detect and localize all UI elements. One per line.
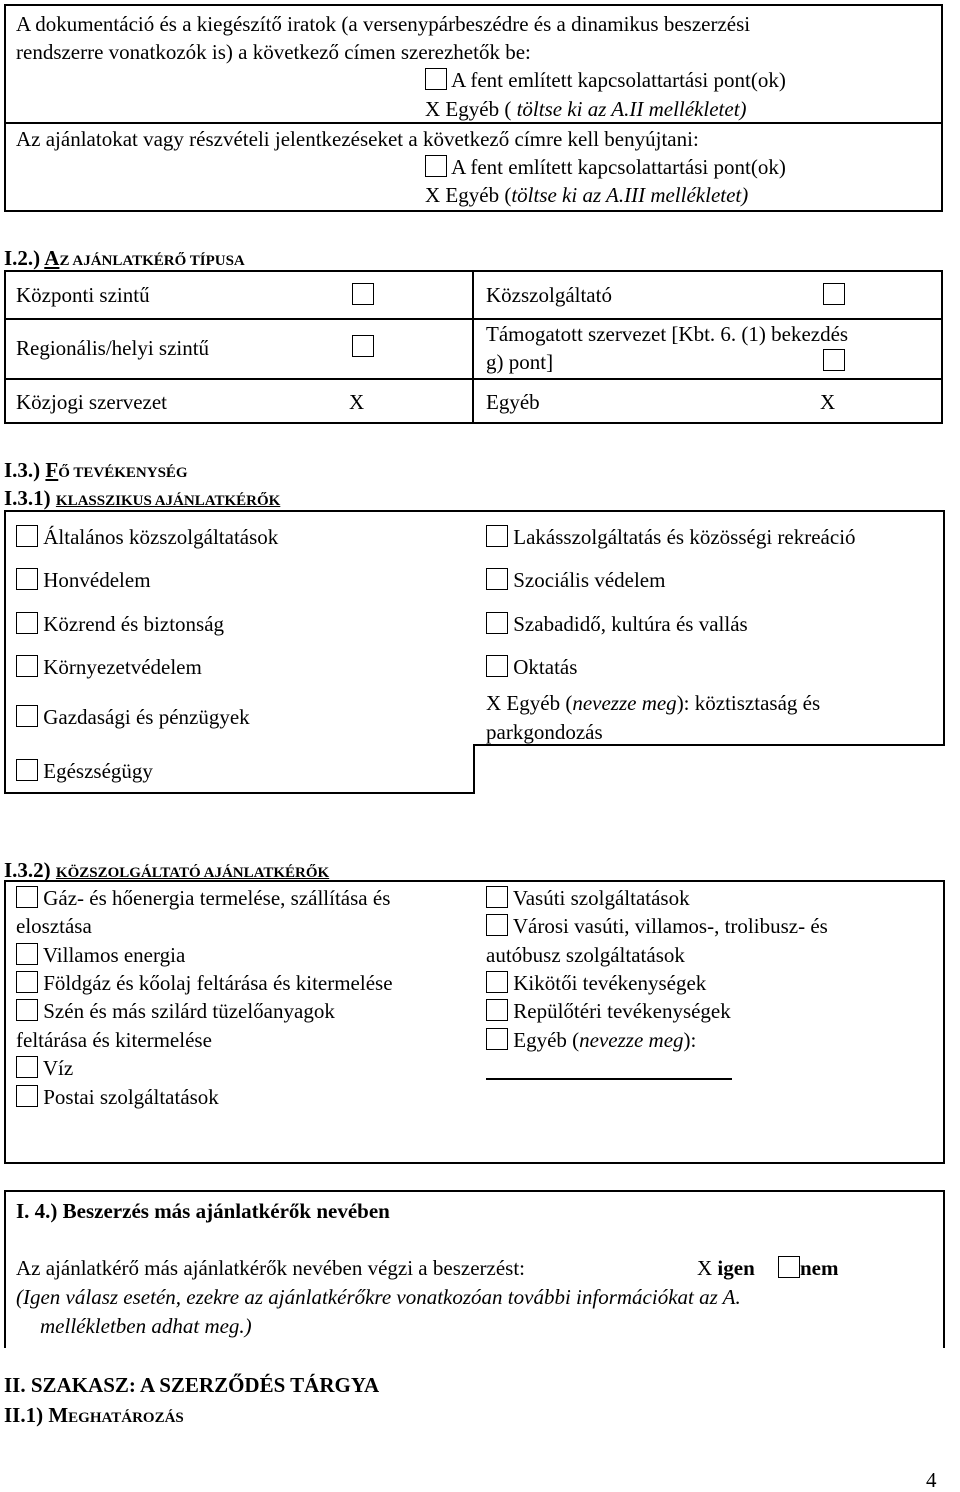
utility-left-4b: feltárása és kitermelése	[16, 1028, 212, 1052]
type-utility: Közszolgáltató	[486, 283, 612, 307]
utility-right-5: Egyéb (nevezze meg):	[486, 1028, 696, 1052]
checkbox[interactable]	[16, 525, 38, 547]
box-border	[473, 746, 475, 794]
checkbox[interactable]	[16, 1085, 38, 1107]
submission-option-contact: A fent említett kapcsolattartási pont(ok)	[425, 155, 786, 179]
utility-right-1: Vasúti szolgáltatások	[486, 886, 690, 910]
checkbox[interactable]	[425, 155, 447, 177]
utility-left-4: Szén és más szilárd tüzelőanyagok	[16, 999, 335, 1023]
divider	[4, 122, 943, 124]
table-divider	[4, 318, 943, 320]
docs-text-line2: rendszerre vonatkozók is) a következő címen szerezhetők be:	[16, 40, 531, 64]
activity-right-2: Szociális védelem	[486, 568, 665, 592]
checkbox[interactable]	[16, 943, 38, 965]
utility-left-1b: elosztása	[16, 914, 92, 938]
type-other: Egyéb	[486, 390, 540, 414]
section-heading-i2: I.2.) AZ AJÁNLATKÉRŐ TÍPUSA	[4, 246, 245, 270]
checkbox[interactable]	[16, 568, 38, 590]
note-line1: (Igen válasz esetén, ezekre az ajánlatkérőkre vonatkozóan további információkat az A.	[16, 1285, 741, 1309]
section-heading-i32: I.3.2) KÖZSZOLGÁLTATÓ AJÁNLATKÉRŐK	[4, 858, 330, 882]
checkbox[interactable]	[486, 525, 508, 547]
docs-option-contact: A fent említett kapcsolattartási pont(ok)	[425, 68, 786, 92]
type-regional: Regionális/helyi szintű	[16, 336, 210, 360]
docs-option-other: X Egyéb ( töltse ki az A.II mellékletet)	[425, 97, 747, 121]
box-border	[4, 510, 945, 512]
activity-left-1: Általános közszolgáltatások	[16, 525, 278, 549]
checkbox[interactable]	[486, 971, 508, 993]
utility-left-1: Gáz- és hőenergia termelése, szállítása és	[16, 886, 390, 910]
answer-yes[interactable]: X igen	[697, 1256, 755, 1280]
checkbox[interactable]	[16, 759, 38, 781]
checkbox[interactable]	[425, 68, 447, 90]
activity-left-6: Egészségügy	[16, 759, 153, 783]
checkbox-utility[interactable]	[823, 283, 845, 305]
checkbox[interactable]	[486, 999, 508, 1021]
checkbox[interactable]	[16, 612, 38, 634]
utility-right-4: Repülőtéri tevékenységek	[486, 999, 731, 1023]
checkbox[interactable]	[16, 655, 38, 677]
checkbox-no[interactable]	[778, 1256, 800, 1278]
answer-no[interactable]: nem	[778, 1256, 839, 1280]
joint-procurement-question: Az ajánlatkérő más ajánlatkérők nevében végzi a beszerzést:	[16, 1256, 525, 1280]
section-heading-i31: I.3.1) KLASSZIKUS AJÁNLATKÉRŐK	[4, 486, 281, 510]
fill-in-line[interactable]	[486, 1078, 732, 1080]
activity-other-line2: parkgondozás	[486, 720, 603, 744]
utility-right-2b: autóbusz szolgáltatások	[486, 943, 685, 967]
checkbox[interactable]	[16, 705, 38, 727]
section-heading-i3: I.3.) FŐ TEVÉKENYSÉG	[4, 458, 188, 482]
checkbox[interactable]	[16, 1056, 38, 1078]
table-divider	[4, 378, 943, 380]
submission-text: Az ajánlatokat vagy részvételi jelentkezéseket a következő címre kell benyújtani:	[16, 127, 699, 151]
utility-left-2: Villamos energia	[16, 943, 185, 967]
type-public-law: Közjogi szervezet	[16, 390, 168, 414]
type-supported-line2: g) pont]	[486, 350, 554, 374]
page-number: 4	[926, 1468, 937, 1492]
checkbox[interactable]	[16, 886, 38, 908]
checkbox-central[interactable]	[352, 283, 374, 305]
checkbox[interactable]	[486, 655, 508, 677]
type-supported-line1: Támogatott szervezet [Kbt. 6. (1) bekezdés	[486, 322, 849, 346]
type-central: Központi szintű	[16, 283, 150, 307]
checkbox[interactable]	[486, 1028, 508, 1050]
checkbox[interactable]	[486, 886, 508, 908]
checkbox-regional[interactable]	[352, 335, 374, 357]
box-border	[943, 510, 945, 746]
table-divider	[472, 270, 474, 424]
activity-other: X Egyéb (nevezze meg): köztisztaság és	[486, 691, 821, 715]
activity-left-5: Gazdasági és pénzügyek	[16, 705, 250, 729]
checkbox-supported[interactable]	[823, 349, 845, 371]
activity-right-3: Szabadidő, kultúra és vallás	[486, 612, 748, 636]
submission-option-other: X Egyéb (töltse ki az A.III mellékletet)	[425, 183, 749, 207]
activity-left-2: Honvédelem	[16, 568, 151, 592]
note-line2: mellékletben adhat meg.)	[40, 1314, 252, 1338]
activity-right-1: Lakásszolgáltatás és közösségi rekreáció	[486, 525, 856, 549]
box-border	[473, 744, 945, 746]
utility-left-5: Víz	[16, 1056, 73, 1080]
activity-right-4: Oktatás	[486, 655, 577, 679]
mark-other[interactable]: X	[820, 390, 836, 414]
section-heading-ii1: II.1) MEGHATÁROZÁS	[4, 1403, 184, 1427]
utility-right-2: Városi vasúti, villamos-, trolibusz- és	[486, 914, 828, 938]
docs-text-line1: A dokumentáció és a kiegészítő iratok (a versenypárbeszédre és a dinamikus beszerzési	[16, 12, 751, 36]
box-border	[4, 510, 6, 794]
section-heading-ii: II. SZAKASZ: A SZERZŐDÉS TÁRGYA	[4, 1373, 380, 1397]
mark-public-law[interactable]: X	[349, 390, 365, 414]
box-border	[4, 792, 475, 794]
checkbox[interactable]	[486, 914, 508, 936]
activity-left-4: Környezetvédelem	[16, 655, 202, 679]
checkbox[interactable]	[16, 999, 38, 1021]
utility-right-3: Kikötői tevékenységek	[486, 971, 706, 995]
utility-left-3: Földgáz és kőolaj feltárása és kitermelése	[16, 971, 393, 995]
checkbox[interactable]	[486, 612, 508, 634]
utility-left-6: Postai szolgáltatások	[16, 1085, 219, 1109]
section-heading-i4: I. 4.) Beszerzés más ajánlatkérők nevében	[16, 1199, 390, 1223]
checkbox[interactable]	[16, 971, 38, 993]
activity-left-3: Közrend és biztonság	[16, 612, 224, 636]
checkbox[interactable]	[486, 568, 508, 590]
